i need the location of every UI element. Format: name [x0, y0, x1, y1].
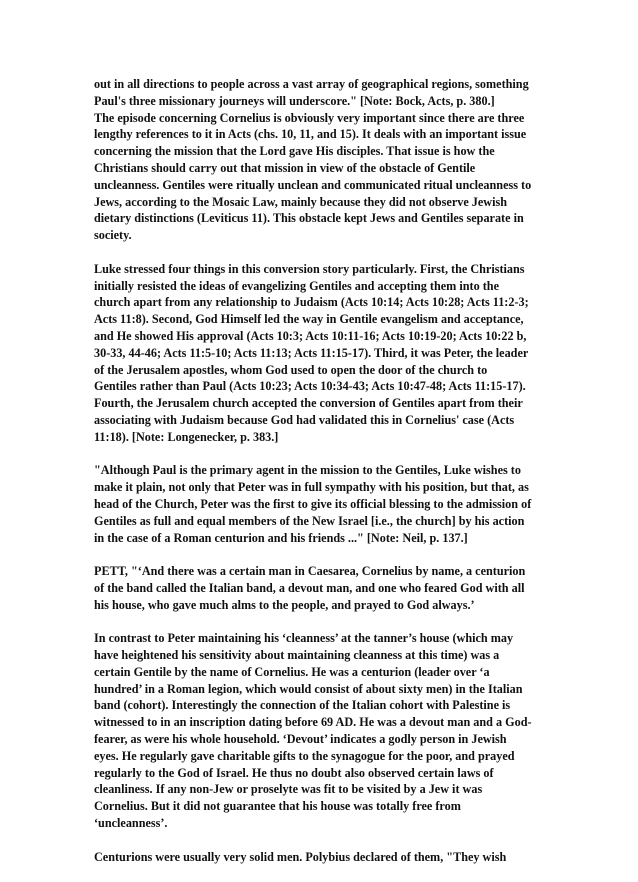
- text-line: Gentiles as full and equal members of the New Israel [i.e., the church] by his action: [94, 513, 525, 528]
- text-line: Luke stressed four things in this conversion story particularly. First, the Christians: [94, 261, 525, 276]
- text-line: Acts 11:8). Second, God Himself led the way in Gentile evangelism and acceptance,: [94, 312, 524, 327]
- text-line: regularly to the God of Israel. He thus no doubt also observed certain laws of: [94, 765, 494, 780]
- text-line: Paul's three missionary journeys will underscore." [Note: Bock, Acts, p. 380.]: [94, 93, 495, 108]
- text-line: in the case of a Roman centurion and his friends ..." [Note: Neil, p. 137.]: [94, 530, 468, 545]
- text-line: cleanliness. If any non-Jew or proselyte was fit to be visited by a Jew it was: [94, 782, 483, 797]
- text-line: The episode concerning Cornelius is obviously very important since there are three: [94, 110, 525, 125]
- text-line: out in all directions to people across a vast array of geographical regions, something: [94, 77, 529, 91]
- text-line: In contrast to Peter maintaining his ‘cleanness’ at the tanner’s house (which may: [94, 631, 514, 646]
- text-line: have heightened his sensitivity about maintaining cleanness at this time) was a: [94, 648, 500, 663]
- text-line: of the Jerusalem apostles, whom God used to open the door of the church to: [94, 362, 488, 377]
- text-line: witnessed to in an inscription dating before 69 AD. He was a devout man and a God-: [94, 715, 532, 730]
- text-line: initially resisted the ideas of evangelizing Gentiles and accepting them into the: [94, 278, 499, 293]
- text-line: 11:18). [Note: Longenecker, p. 383.]: [94, 429, 279, 444]
- paragraph-neil-quote: [94, 462, 552, 546]
- text-line: "Although Paul is the primary agent in the mission to the Gentiles, Luke wishes to: [94, 463, 521, 478]
- text-line: Fourth, the Jerusalem church accepted the conversion of Gentiles apart from their: [94, 396, 523, 411]
- paragraph-pett-verse: [94, 563, 552, 613]
- text-line: his house, who gave much alms to the people, and prayed to God always.’: [94, 597, 475, 612]
- text-line: society.: [94, 228, 132, 243]
- text-line: Cornelius. But it did not guarantee that his house was totally free from: [94, 799, 461, 814]
- text-line: Christians should carry out that mission in view of the obstacle of Gentile: [94, 160, 476, 175]
- text-line: Centurions were usually very solid men. Polybius declared of them, "They wish: [94, 849, 507, 864]
- text-line: concerning the mission that the Lord gave His disciples. That issue is how the: [94, 144, 495, 159]
- text-line: 30-33, 44-46; Acts 11:5-10; Acts 11:13; Acts 11:15-17). Third, it was Peter, the leader: [94, 345, 529, 360]
- text-line: of the band called the Italian band, a devout man, and one who feared God with all: [94, 580, 525, 595]
- document-page: [94, 76, 552, 882]
- text-line: Jews, according to the Mosaic Law, mainly because they did not observe Jewish: [94, 194, 508, 209]
- text-line: uncleanness. Gentiles were ritually unclean and communicated ritual uncleanness to: [94, 177, 532, 192]
- text-line: associating with Judaism because God had validated this in Cornelius' case (Acts: [94, 412, 515, 427]
- text-line: and He showed His approval (Acts 10:3; Acts 10:11-16; Acts 10:19-20; Acts 10:22 b,: [94, 328, 527, 343]
- text-line: eyes. He regularly gave charitable gifts to the synagogue for the poor, and prayed: [94, 748, 515, 763]
- text-line: fearer, as were his whole household. ‘Devout’ indicates a godly person in Jewish: [94, 732, 507, 747]
- text-line: band (cohort). Interestingly the connection of the Italian cohort with Palestine is: [94, 698, 511, 713]
- text-line: church apart from any relationship to Judaism (Acts 10:14; Acts 10:28; Acts 11:2-3;: [94, 295, 529, 310]
- text-line: make it plain, not only that Peter was in full sympathy with his position, but that, as: [94, 480, 529, 495]
- text-line: PETT, "‘And there was a certain man in Caesarea, Cornelius by name, a centurion: [94, 564, 526, 579]
- paragraph-cornelius-intro: [94, 76, 552, 244]
- text-line: Gentiles rather than Paul (Acts 10:23; Acts 10:34-43; Acts 10:47-48; Acts 11:15-17).: [94, 379, 526, 394]
- text-line: certain Gentile by the name of Cornelius. He was a centurion (leader over ‘a: [94, 664, 490, 679]
- paragraph-centurions: [94, 849, 552, 866]
- text-line: lengthy references to it in Acts (chs. 10, 11, and 15). It deals with an important issue: [94, 127, 527, 142]
- text-line: head of the Church, Peter was the first to give its official blessing to the admission of: [94, 496, 532, 511]
- paragraph-cleanness-contrast: [94, 630, 552, 832]
- text-line: hundred’ in a Roman legion, which would consist of about sixty men) in the Italian: [94, 681, 523, 696]
- text-line: ‘uncleanness’.: [94, 816, 168, 831]
- paragraph-four-things: [94, 261, 552, 446]
- text-line: dietary distinctions (Leviticus 11). This obstacle kept Jews and Gentiles separate in: [94, 211, 524, 226]
